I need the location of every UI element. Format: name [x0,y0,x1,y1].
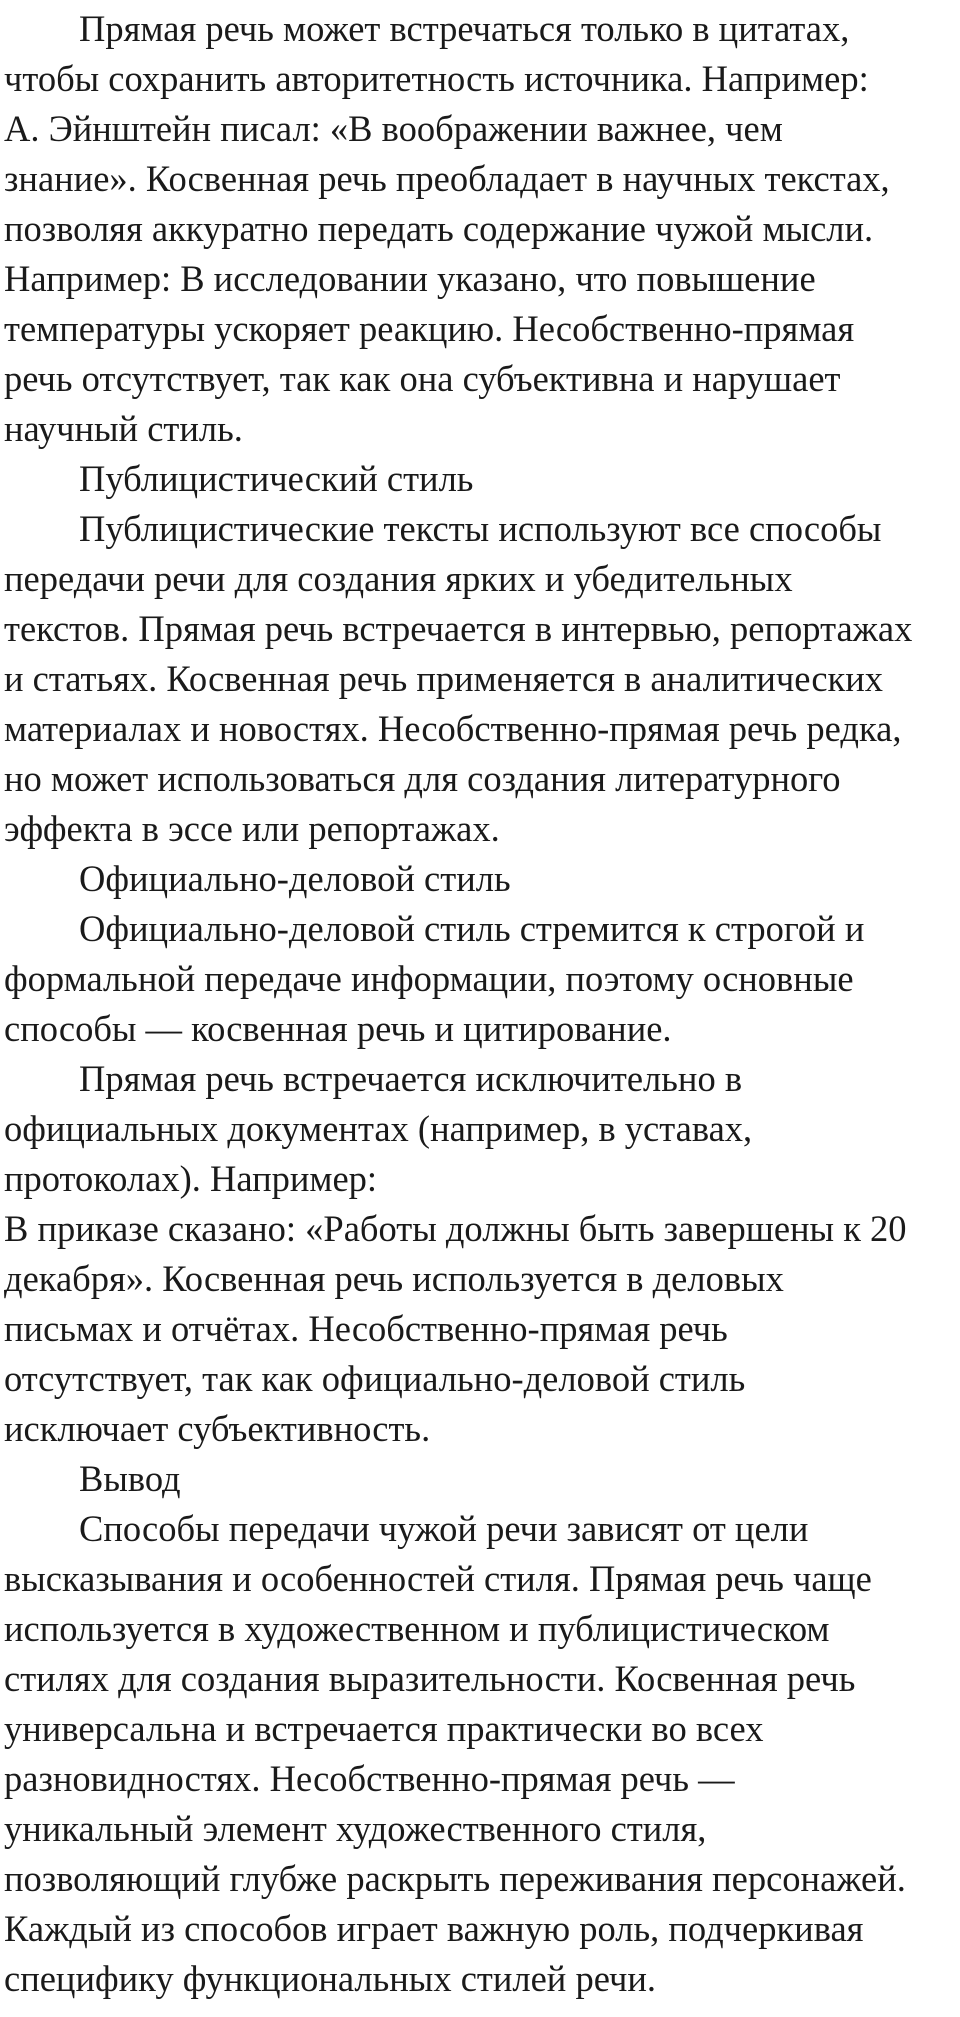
text-line: Публицистические тексты используют все способы [79,508,882,549]
text-line: стилях для создания выразительности. Косвенная речь [4,1658,856,1699]
text-line: отсутствует, так как официально-деловой стиль [4,1358,746,1399]
text-line: Каждый из способов играет важную роль, подчеркивая [4,1908,864,1949]
text-line: научный стиль. [4,408,243,449]
text-line: позволяющий глубже раскрыть переживания персонажей. [4,1858,906,1899]
text-line: текстов. Прямая речь встречается в интервью, репортажах [4,608,913,649]
text-line: позволяя аккуратно передать содержание чужой мысли. [4,208,874,249]
section-heading: Вывод [79,1458,181,1499]
text-line: температуры ускоряет реакцию. Несобственно-прямая [4,308,855,349]
text-line: знание». Косвенная речь преобладает в научных текстах, [4,158,890,199]
text-line: чтобы сохранить авторитетность источника. Например: [4,58,869,99]
text-line: исключает субъективность. [4,1408,431,1449]
text-line: А. Эйнштейн писал: «В воображении важнее, чем [4,108,783,149]
text-line: но может использоваться для создания литературного [4,758,841,799]
text-line: формальной передаче информации, поэтому основные [4,958,854,999]
text-line: Например: В исследовании указано, что повышение [4,258,816,299]
section-heading: Публицистический стиль [79,458,474,499]
text-line: речь отсутствует, так как она субъективна и нарушает [4,358,841,399]
text-line: официальных документах (например, в уставах, [4,1108,753,1149]
text-line: уникальный элемент художественного стиля, [4,1808,707,1849]
text-line: высказывания и особенностей стиля. Прямая речь чаще [4,1558,872,1599]
text-line: используется в художественном и публицистическом [4,1608,830,1649]
text-line: материалах и новостях. Несобственно-прямая речь редка, [4,708,902,749]
text-line: разновидностях. Несобственно-прямая речь — [4,1758,735,1799]
text-line: В приказе сказано: «Работы должны быть завершены к 20 [4,1208,907,1249]
text-line: и статьях. Косвенная речь применяется в аналитических [4,658,884,699]
text-line: декабря». Косвенная речь используется в деловых [4,1258,784,1299]
text-line: Способы передачи чужой речи зависят от цели [79,1508,809,1549]
text-line: специфику функциональных стилей речи. [4,1958,657,1999]
text-line: Прямая речь может встречаться только в цитатах, [79,8,850,49]
text-line: Прямая речь встречается исключительно в [79,1058,743,1099]
text-line: способы — косвенная речь и цитирование. [4,1008,672,1049]
text-line: Официально-деловой стиль стремится к строгой и [79,908,865,949]
text-line: эффекта в эссе или репортажах. [4,808,500,849]
text-line: универсальна и встречается практически во всех [4,1708,764,1749]
text-line: протоколах). Например: [4,1158,378,1199]
text-line: передачи речи для создания ярких и убедительных [4,558,793,599]
text-line: письмах и отчётах. Несобственно-прямая речь [4,1308,728,1349]
section-heading: Официально-деловой стиль [79,858,511,899]
